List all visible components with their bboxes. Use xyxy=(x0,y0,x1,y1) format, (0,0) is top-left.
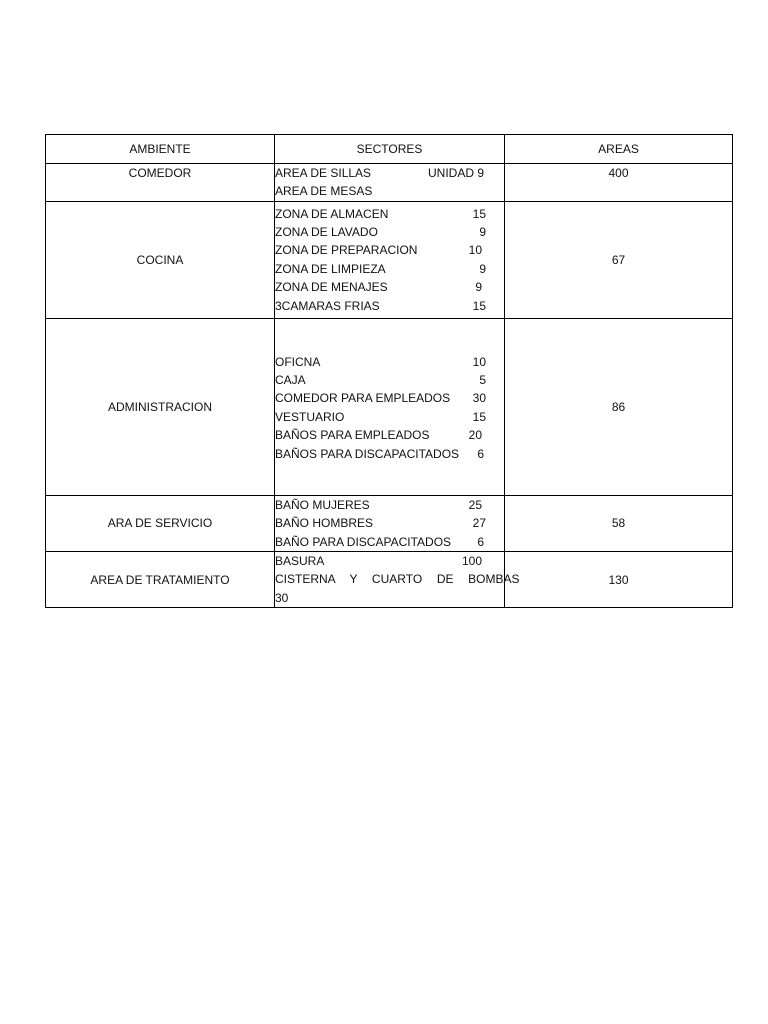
sector-line xyxy=(275,353,504,371)
sector-line xyxy=(275,570,520,588)
table-row-servicio xyxy=(46,495,733,551)
sector-value: 30 xyxy=(472,391,486,406)
sector-line xyxy=(275,514,504,532)
header-areas: AREAS xyxy=(505,135,733,164)
sector-line xyxy=(275,223,504,241)
sector-value: 100 xyxy=(461,553,482,568)
sectores-cell xyxy=(275,551,520,607)
sector-label: ZONA DE ALMACEN xyxy=(275,206,389,221)
sector-line xyxy=(275,182,504,200)
area-cell: 58 xyxy=(505,495,733,551)
sector-label: BAÑO HOMBRES xyxy=(275,516,374,531)
sector-value: 27 xyxy=(472,516,486,531)
sector-line xyxy=(275,205,504,223)
sector-value: 10 xyxy=(468,243,482,258)
table-row-administracion xyxy=(46,318,733,495)
sectores-cell xyxy=(275,495,505,551)
header-sectores: SECTORES xyxy=(275,135,505,164)
sector-label: 30 xyxy=(275,590,289,605)
sector-label: CISTERNA Y CUARTO DE BOMBAS xyxy=(275,572,520,587)
sector-line xyxy=(275,241,504,259)
table-row-cocina xyxy=(46,201,733,318)
sector-value: 20 xyxy=(468,428,482,443)
sector-line xyxy=(275,260,504,278)
sector-label: AREA DE SILLAS xyxy=(275,166,372,180)
sector-line xyxy=(275,426,504,444)
sector-line xyxy=(275,297,504,315)
sector-label: VESTUARIO xyxy=(275,409,345,424)
sector-label: 3CAMARAS FRIAS xyxy=(275,298,380,313)
sector-label: ZONA DE LIMPIEZA xyxy=(275,261,386,276)
sector-label: CAJA xyxy=(275,373,306,387)
sector-line xyxy=(275,533,504,551)
ambiente-cell: ARA DE SERVICIO xyxy=(46,495,275,551)
sector-label: ZONA DE MENAJES xyxy=(275,280,388,295)
sector-line xyxy=(275,445,504,463)
sector-label: COMEDOR PARA EMPLEADOS xyxy=(275,391,451,406)
sector-label: ZONA DE LAVADO xyxy=(275,225,378,239)
area-cell: 400 xyxy=(505,164,733,202)
area-cell: 67 xyxy=(505,201,733,318)
sector-label: AREA DE MESAS xyxy=(275,184,373,199)
sector-value: 15 xyxy=(472,298,486,313)
sector-label: BAÑO MUJERES xyxy=(275,497,370,512)
sector-label: BASURA xyxy=(275,553,325,568)
sector-value: 25 xyxy=(468,497,482,512)
sector-value: 9 xyxy=(479,261,486,276)
sector-value: 15 xyxy=(472,206,486,221)
areas-table xyxy=(45,134,733,608)
sector-line xyxy=(275,589,504,607)
sector-value: 5 xyxy=(479,373,486,387)
table-row-comedor xyxy=(46,164,733,202)
ambiente-cell: AREA DE TRATAMIENTO xyxy=(46,551,275,607)
area-cell: 130 xyxy=(505,551,733,607)
sector-value: 9 xyxy=(479,225,486,239)
sector-label: OFICNA xyxy=(275,354,321,369)
ambiente-cell: COMEDOR xyxy=(46,164,275,202)
sectores-cell xyxy=(275,201,505,318)
sectores-cell xyxy=(275,318,505,495)
sector-value: 9 xyxy=(475,280,482,295)
sector-value: 6 xyxy=(477,446,484,461)
sector-value: UNIDAD 9 xyxy=(427,166,484,180)
sector-line xyxy=(275,278,504,296)
sector-value xyxy=(486,182,504,200)
sector-label: ZONA DE PREPARACION xyxy=(275,243,418,258)
sector-value: 10 xyxy=(472,354,486,369)
sector-line xyxy=(275,496,504,514)
sector-label: BAÑOS PARA EMPLEADOS xyxy=(275,428,430,443)
sector-line xyxy=(275,408,504,426)
ambiente-cell: ADMINISTRACION xyxy=(46,318,275,495)
sector-line xyxy=(275,389,504,407)
sector-line xyxy=(275,164,504,182)
header-ambiente: AMBIENTE xyxy=(46,135,275,164)
area-cell: 86 xyxy=(505,318,733,495)
sector-label: BAÑO PARA DISCAPACITADOS xyxy=(275,534,452,549)
sector-value: 6 xyxy=(477,534,484,549)
sector-value: 15 xyxy=(472,409,486,424)
table-row-tratamiento xyxy=(46,551,733,607)
table-header-row xyxy=(46,135,733,164)
ambiente-cell: COCINA xyxy=(46,201,275,318)
sector-label: BAÑOS PARA DISCAPACITADOS xyxy=(275,446,460,461)
sectores-cell xyxy=(275,164,505,202)
sector-line xyxy=(275,371,504,389)
sector-line xyxy=(275,552,504,570)
